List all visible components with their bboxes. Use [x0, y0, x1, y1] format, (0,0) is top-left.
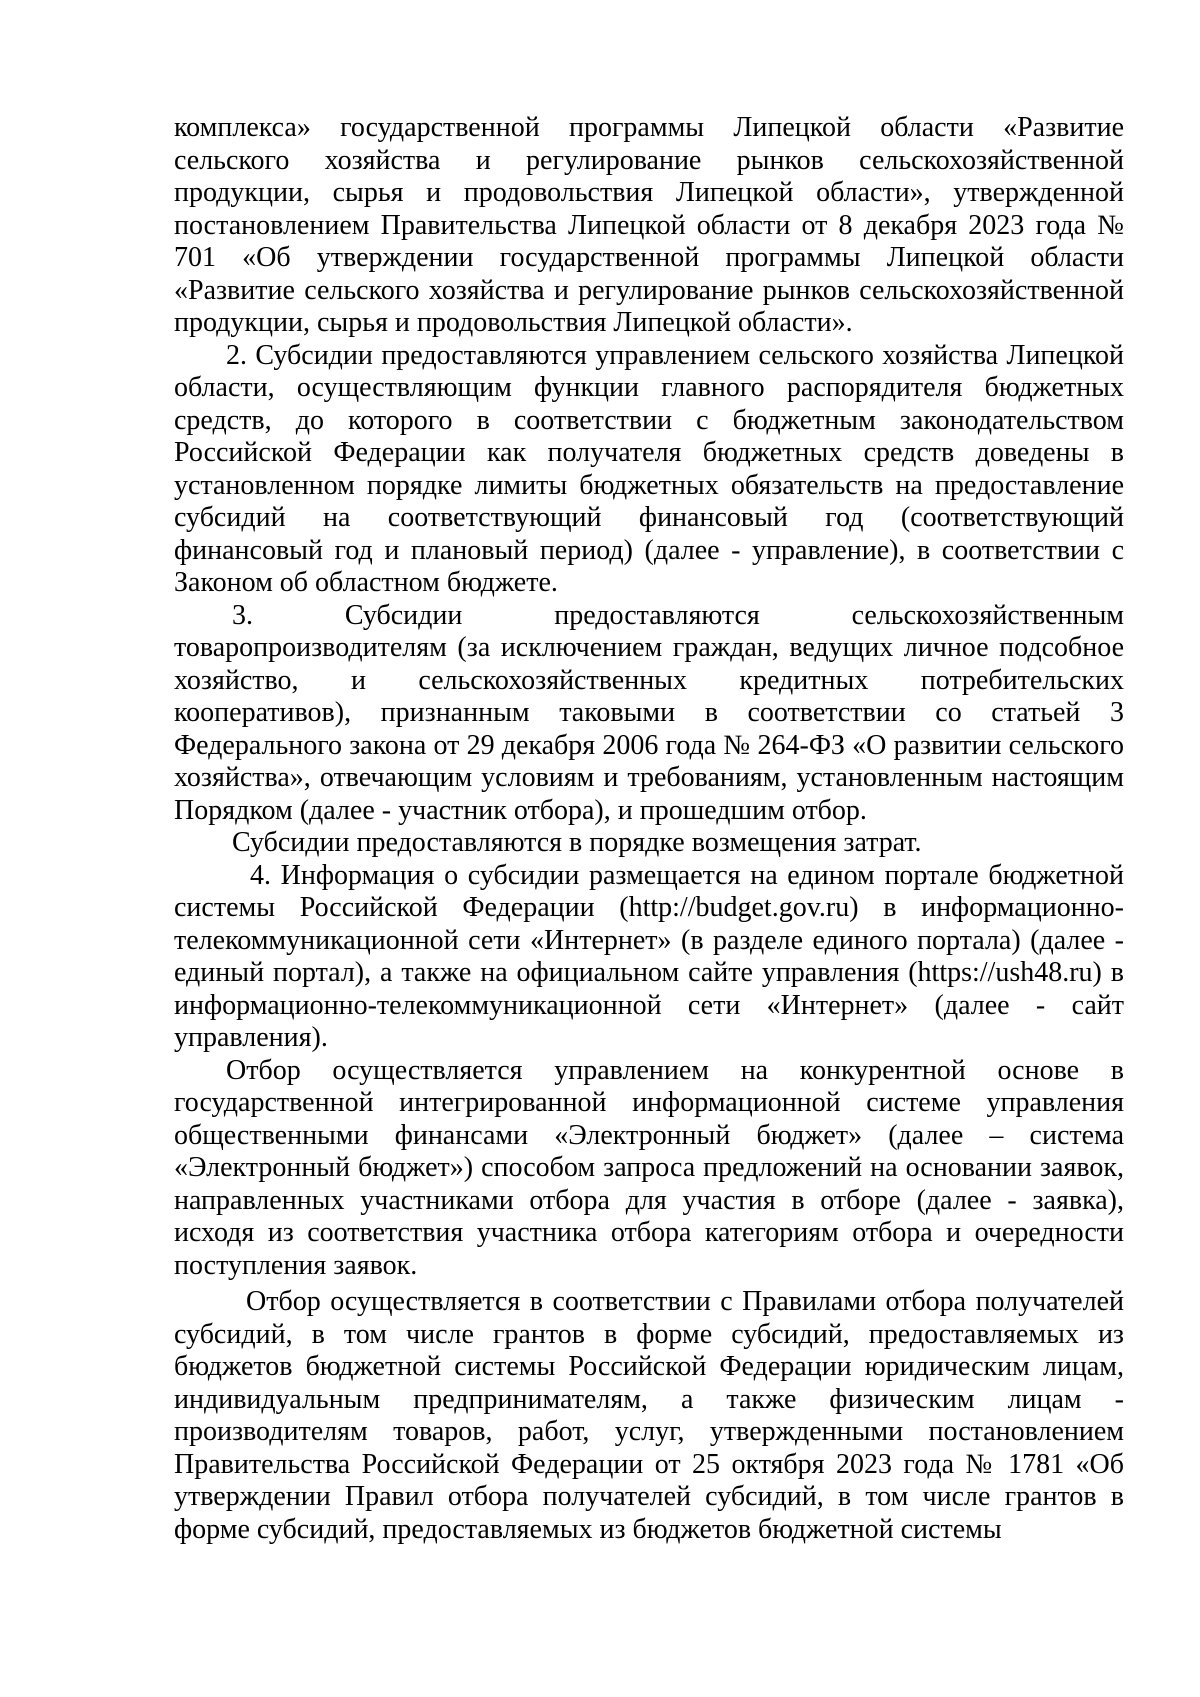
paragraph-item-4: 4. Информация о субсидии размещается на едином портале бюджетной системы Российской Федерации (http://budget.gov.ru) в информационно-телекоммуникационной сети «Интернет» (в разделе единого портала) (далее - единый портал), а также на официальном сайте управления (https://ush48.ru) в информационно-телекоммуникационной сети «Интернет» (далее - сайт управления). — [174, 859, 1124, 1053]
paragraph-reimbursement: Субсидии предоставляются в порядке возмещения затрат. — [232, 827, 922, 858]
document-page — [174, 112, 1124, 1546]
paragraph-item-2: 2. Субсидии предоставляются управлением сельского хозяйства Липецкой области, осуществляющим функции главного распорядителя бюджетных средств, до которого в соответствии с бюджетным законодательством Российской Федерации как получателя бюджетных средств доведены в установленном порядке лимиты бюджетных обязательств на предоставление субсидий на соответствующий финансовый год (соответствующий финансовый год и плановый период) (далее - управление), в соответствии с Законом об областном бюджете. — [174, 339, 1124, 598]
paragraph-selection-rules: Отбор осуществляется в соответствии с Правилами отбора получателей субсидий, в том числе грантов в форме субсидий, предоставляемых из бюджетов бюджетной системы Российской Федерации юридическим лицам, индивидуальным предпринимателям, а также физическим лицам - производителям товаров, работ, услуг, утвержденными постановлением Правительства Российской Федерации от 25 октября 2023 года № 1781 «Об утверждении Правил отбора получателей субсидий, в том числе грантов в форме субсидий, предоставляемых из бюджетов бюджетной системы — [174, 1286, 1124, 1545]
paragraph-program-continuation: комплекса» государственной программы Липецкой области «Развитие сельского хозяйства и регулирование рынков сельскохозяйственной продукции, сырья и продовольствия Липецкой области», утвержденной постановлением Правительства Липецкой области от 8 декабря 2023 года № 701 «Об утверждении государственной программы Липецкой области «Развитие сельского хозяйства и регулирование рынков сельскохозяйственной продукции, сырья и продовольствия Липецкой области». — [174, 112, 1124, 338]
paragraph-selection-procedure: Отбор осуществляется управлением на конкурентной основе в государственной интегрированной информационной системе управления общественными финансами «Электронный бюджет» (далее – система «Электронный бюджет») способом запроса предложений на основании заявок, направленных участниками отбора для участия в отборе (далее - заявка), исходя из соответствия участника отбора категориям отбора и очередности поступления заявок. — [174, 1054, 1124, 1281]
paragraph-item-3: 3. Субсидии предоставляются сельскохозяйственным товаропроизводителям (за исключением граждан, ведущих личное подсобное хозяйство, и сельскохозяйственных кредитных потребительских кооперативов), признанным таковыми в соответствии со статьей 3 Федерального закона от 29 декабря 2006 года № 264-ФЗ «О развитии сельского хозяйства», отвечающим условиям и требованиям, установленным настоящим Порядком (далее - участник отбора), и прошедшим отбор. — [174, 599, 1124, 826]
